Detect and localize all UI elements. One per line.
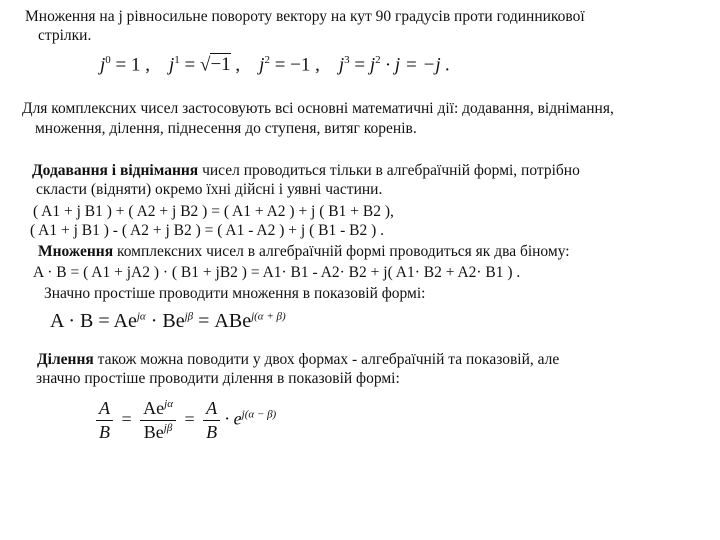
fraction-a-over-b: $\frac{A}{B}$ xyxy=(96,398,113,443)
intro-line-2: стрілки. xyxy=(38,27,92,44)
fraction-exponential: $\frac{Ae^{j\alpha}}{Be^{j\beta}}$ xyxy=(140,398,176,443)
fraction-a-over-b-result: $\frac{A}{B}$ xyxy=(203,398,220,443)
intro-line-1: Множення на j рівносильне повороту вектору на кут 90 градусів проти годинникової xyxy=(25,8,585,25)
division-line-2: значно простіше проводити ділення в показовій формі: xyxy=(36,370,400,387)
multiplication-note: Значно простіше проводити множення в показовій формі: xyxy=(44,285,426,302)
subtraction-formula: ( A1 + j B1 ) - ( A2 + j B2 ) = ( A1 - A2 ) + j ( B1 - B2 ) . xyxy=(30,222,384,239)
operations-line-1: Для комплексних чисел застосовують всі основні математичні дії: додавання, віднімання, xyxy=(22,100,614,117)
sqrt-symbol: √ xyxy=(200,54,211,76)
addition-formula: ( A1 + j B1 ) + ( A2 + j B2 ) = ( A1 + A2 ) + j ( B1 + B2 ), xyxy=(33,203,394,220)
addition-line-1: Додавання і віднімання чисел проводиться тільки в алгебраїчній формі, потрібно xyxy=(32,162,580,179)
powers-of-j-formula: $j^0 = 1$ , $j^1 = √-1$ , $j^2 = -1$ , $j^3 = j^2 \cdot j = -j$ . xyxy=(100,54,451,76)
addition-line-2: скласти (відняти) окремо їхні дійсні і уявні частини. xyxy=(36,181,383,198)
multiplication-formula: A · B = ( A1 + jA2 ) · ( B1 + jB2 ) = A1· B1 - A2· B2 + j( A1· B2 + A2· B1 ) . xyxy=(33,264,521,281)
multiplication-line-1: Множення комплексних чисел в алгебраїчній формі проводиться як два біному: xyxy=(38,243,570,260)
operations-line-2: множення, ділення, піднесення до ступеня, витяг коренів. xyxy=(35,120,417,137)
division-line-1: Ділення також можна поводити у двох формах - алгебраїчній та показовій, але xyxy=(37,351,560,368)
exponential-division-formula: $\frac{A}{B}$ = $\frac{Ae^{j\alpha}}{Be^{j\beta}}$ = $\frac{A}{B}$ · $e^{j(\alpha - \beta)}$ xyxy=(96,398,276,443)
exponential-multiplication-formula: $A \cdot B = Ae^{j\alpha} \cdot Be^{j\beta} = ABe^{j(\alpha + \beta)}$ xyxy=(50,310,286,332)
